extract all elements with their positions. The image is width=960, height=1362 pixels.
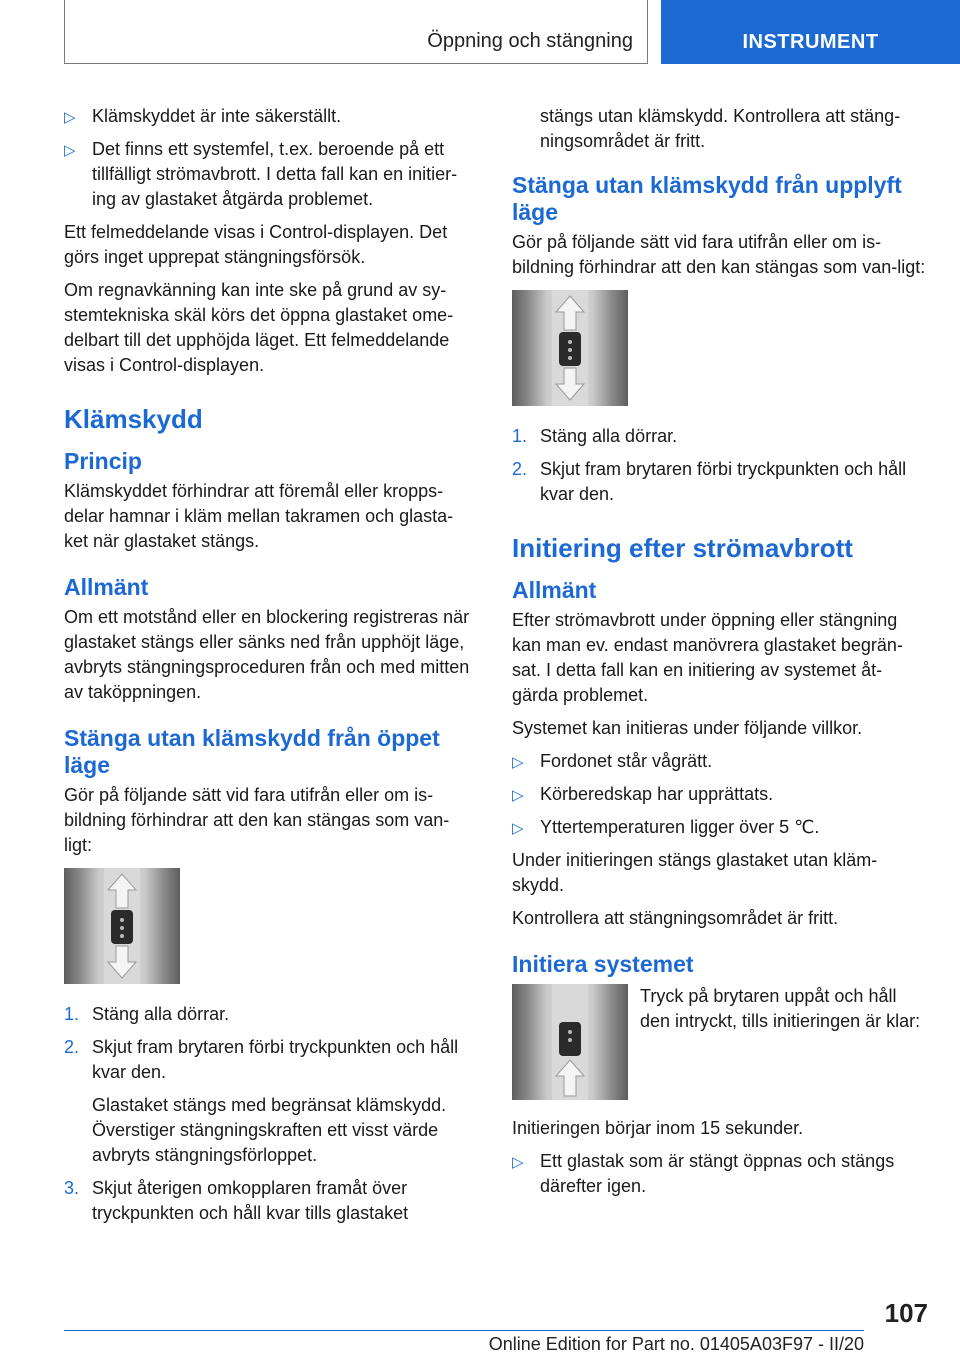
- section-title: [64, 0, 648, 64]
- paragraph: Klämskyddet förhindrar att föremål eller kropps-delar hamnar i kläm mellan takramen och glasta-ket när glastaket stängs.: [64, 481, 454, 551]
- triangle-bullet-icon: ▷: [512, 1154, 524, 1171]
- paragraph: Ett felmeddelande visas i Control-displayen. Det görs inget upprepat stängningsförsök.: [64, 222, 448, 267]
- paragraph: Om ett motstånd eller en blockering registreras när glastaket stängs eller sänks ned från upphöjt läge, avbryts stängningsproceduren från och med mitten av taköppningen.: [64, 607, 470, 702]
- triangle-bullet-icon: ▷: [512, 820, 524, 837]
- heading-allmant: Allmänt: [64, 574, 149, 600]
- step-number: 2.: [64, 1037, 80, 1057]
- paragraph: Systemet kan initieras under följande villkor.: [512, 718, 863, 738]
- switch-up-arrows-image: [512, 290, 628, 406]
- bullet-text: Yttertemperaturen ligger över 5 ℃.: [540, 817, 820, 837]
- bullet-item: [512, 1149, 928, 1199]
- bullet-text: Klämskyddet är inte säkerställt.: [92, 106, 342, 126]
- paragraph: Gör på följande sätt vid fara utifrån eller om is-bildning förhindrar att den kan stängas som van-ligt:: [512, 232, 926, 277]
- paragraph: stängs utan klämskydd. Kontrollera att stäng-ningsområdet är fritt.: [540, 106, 901, 151]
- bullet-item: [64, 137, 476, 212]
- chapter-tab[interactable]: [661, 0, 960, 64]
- step-number: 1.: [64, 1004, 80, 1024]
- right-column: [512, 104, 928, 1207]
- step-text: Skjut fram brytaren förbi tryckpunkten och håll kvar den.: [540, 459, 907, 504]
- step-subtext: Glastaket stängs med begränsat klämskydd. Överstiger stängningskraften ett visst värde avbryts stängningsförloppet.: [92, 1095, 447, 1165]
- left-column: [64, 104, 476, 1234]
- bullet-item: [512, 815, 928, 840]
- triangle-bullet-icon: ▷: [512, 754, 524, 771]
- switch-push-up-image: [512, 984, 628, 1100]
- step-number: 1.: [512, 426, 528, 446]
- step-item: [64, 1002, 476, 1027]
- step-text: Stäng alla dörrar.: [92, 1004, 230, 1024]
- switch-illustration: [64, 868, 180, 984]
- step-item: [64, 1176, 476, 1226]
- paragraph: Under initieringen stängs glastaket utan kläm-skydd.: [512, 850, 878, 895]
- step-item: [512, 457, 928, 507]
- heading-initiera-systemet: Initiera systemet: [512, 951, 694, 977]
- heading-princip: Princip: [64, 448, 142, 474]
- bullet-text: Ett glastak som är stängt öppnas och stängs därefter igen.: [540, 1151, 895, 1196]
- triangle-bullet-icon: ▷: [64, 109, 76, 126]
- step-text: Stäng alla dörrar.: [540, 426, 678, 446]
- step-item: [512, 424, 928, 449]
- bullet-item: [64, 104, 476, 129]
- heading-initiering: Initiering efter strömavbrott: [512, 533, 853, 563]
- triangle-bullet-icon: ▷: [64, 142, 76, 159]
- switch-illustration: [512, 290, 628, 406]
- heading-upplyft-lage: Stänga utan klämskydd från upplyft läge: [512, 172, 902, 225]
- paragraph: Gör på följande sätt vid fara utifrån eller om is-bildning förhindrar att den kan stängas som van-ligt:: [64, 785, 450, 855]
- footer-divider: [64, 1330, 864, 1331]
- bullet-item: [512, 782, 928, 807]
- bullet-text: Det finns ett systemfel, t.ex. beroende på ett tillfälligt strömavbrott. I detta fall kan en initier-ing av glastaket åtgärda problemet.: [92, 139, 458, 209]
- paragraph: Efter strömavbrott under öppning eller stängning kan man ev. endast manövrera glastaket begrän-sat. I detta fall kan en initiering av systemet åt-gärda problemet.: [512, 610, 903, 705]
- paragraph: Tryck på brytaren uppåt och håll den intryckt, tills initieringen är klar:: [640, 986, 921, 1031]
- step-number: 3.: [64, 1178, 80, 1198]
- bullet-text: Körberedskap har upprättats.: [540, 784, 774, 804]
- switch-illustration: [512, 984, 628, 1100]
- chapter-tab-label: INSTRUMENT: [742, 31, 879, 53]
- heading-oppet-lage: Stänga utan klämskydd från öppet läge: [64, 725, 440, 778]
- paragraph: Om regnavkänning kan inte ske på grund av sy-stemtekniska skäl körs det öppna glastaket ome-delbart till det upphöjda läget. Ett felmeddelande visas i Control-displayen.: [64, 280, 454, 375]
- footer-edition: Online Edition for Part no. 01405A03F97 - II/20: [488, 1334, 864, 1354]
- initiera-block: [512, 984, 928, 1100]
- heading-klamskydd: Klämskydd: [64, 404, 203, 434]
- step-text: Skjut återigen omkopplaren framåt över tryckpunkten och håll kvar tills glastaket: [92, 1178, 409, 1223]
- switch-down-arrows-image: [64, 868, 180, 984]
- page-number: 107: [884, 1298, 928, 1328]
- heading-allmant: Allmänt: [512, 577, 597, 603]
- section-title-text: Öppning och stängning: [427, 30, 633, 52]
- step-number: 2.: [512, 459, 528, 479]
- triangle-bullet-icon: ▷: [512, 787, 524, 804]
- bullet-item: [512, 749, 928, 774]
- paragraph: Initieringen börjar inom 15 sekunder.: [512, 1118, 804, 1138]
- step-item: [64, 1035, 476, 1168]
- step-text: Skjut fram brytaren förbi tryckpunkten och håll kvar den.: [92, 1037, 459, 1082]
- bullet-text: Fordonet står vågrätt.: [540, 751, 713, 771]
- paragraph: Kontrollera att stängningsområdet är fritt.: [512, 908, 839, 928]
